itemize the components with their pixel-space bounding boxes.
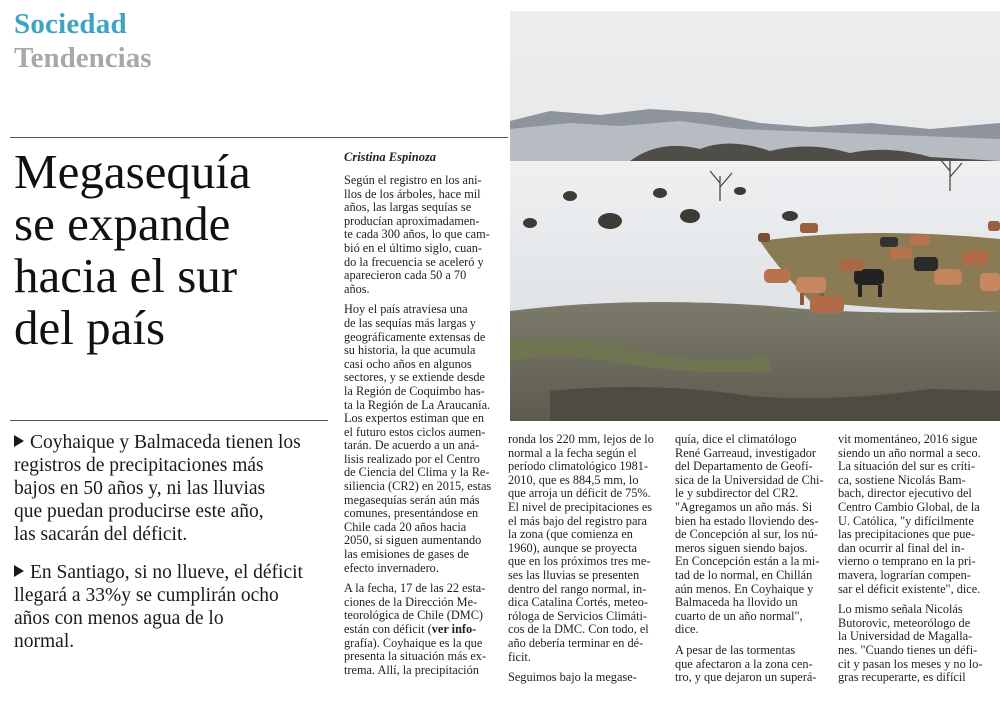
divider xyxy=(10,137,508,138)
article-line: U. Católica, "y difícilmente xyxy=(838,513,974,528)
article-line: su historia, la que acumula xyxy=(344,343,476,358)
article-line: Hoy el país atraviesa una xyxy=(344,302,468,317)
article-line: gras recuperarte, es difícil xyxy=(838,670,966,685)
article-line: están con déficit (ver info- xyxy=(344,622,477,636)
article-line: vit momentáneo, 2016 sigue xyxy=(838,432,978,446)
article-line: la Universidad de Magalla- xyxy=(838,629,973,644)
article-line: siendo un año normal a seco. xyxy=(838,445,981,460)
article-line: presenta la situación más ex- xyxy=(344,649,487,664)
article-line: Seguimos bajo la megase- xyxy=(508,670,637,685)
article-line: vierno o temprano en la pri- xyxy=(838,554,976,569)
article-line: que en los próximos tres me- xyxy=(508,554,651,569)
article-line: cos de la DMC. Con todo, el xyxy=(508,622,649,637)
article-line: dan ocurrir al final del in- xyxy=(838,540,965,555)
article-line: quía, dice el climatólogo xyxy=(675,432,797,446)
article-column-1 xyxy=(344,174,499,677)
article-column-4 xyxy=(838,433,993,685)
article-line: Balmaceda ha llovido un xyxy=(675,595,798,610)
article-line: geográficamente extensas de xyxy=(344,329,486,344)
article-line: róloga de Servicios Climáti- xyxy=(508,608,647,623)
article-line: normal a la fecha según el xyxy=(508,445,637,460)
article-line: La situación del sur es críti- xyxy=(838,459,975,474)
article-line: el más bajo del registro para xyxy=(508,513,647,528)
article-line: las precipitaciones que pue- xyxy=(838,527,975,542)
article-line: cit y pasan los meses y no lo- xyxy=(838,656,983,671)
article-line: comunes, presentándose en xyxy=(344,506,479,521)
article-line: de las sequías más largas y xyxy=(344,315,476,330)
article-line: aparecieron cada 50 a 70 xyxy=(344,268,467,283)
article-line: período climatológico 1981- xyxy=(508,459,649,474)
headline xyxy=(14,146,314,354)
article-line: mavera, lograrían compen- xyxy=(838,567,971,582)
article-line: bien ha estado lloviendo des- xyxy=(675,513,819,528)
article-line: El nivel de precipitaciones es xyxy=(508,499,653,514)
article-line: ta la Región de La Araucanía. xyxy=(344,397,491,412)
article-line: Centro Cambio Global, de la xyxy=(838,499,980,514)
article-line: siliencia (CR2) en 2015, estas xyxy=(344,479,492,494)
article-line: año debería terminar en dé- xyxy=(508,635,644,650)
article-line: 1960), aunque se proyecta xyxy=(508,540,638,555)
article-line: cuarto de un año normal", xyxy=(675,608,803,623)
article-line: tro, y que dejaron un superá- xyxy=(675,670,817,685)
article-line: dica Catalina Cortés, meteo- xyxy=(508,595,648,610)
article-line: efecto invernadero. xyxy=(344,560,439,575)
article-line: casi ocho años en algunos xyxy=(344,356,472,371)
article-line: lisis realizado por el Centro xyxy=(344,451,480,466)
article-line: la zona (que comienza en xyxy=(508,527,633,542)
article-line: ciones de la Dirección Me- xyxy=(344,594,478,609)
article-line: de Concepción al sur, los nú- xyxy=(675,527,818,542)
article-line: ca, sostiene Nicolás Bam- xyxy=(838,472,966,487)
article-line: trema. Allí, la precipitación xyxy=(344,662,479,677)
article-line: Butorovic, meteorólogo de xyxy=(838,615,971,630)
article-line: aún menos. En Coyhaique y xyxy=(675,581,814,596)
article-line: sar el déficit existente", dice. xyxy=(838,581,981,596)
article-line: dice. xyxy=(675,622,699,637)
cattle-snow-photo xyxy=(510,11,1000,421)
byline: Cristina Espinoza xyxy=(344,150,437,164)
article-line: En Concepción están a la mi- xyxy=(675,554,820,569)
article-line: do la frecuencia se aceleró y xyxy=(344,254,484,269)
article-line: Chile cada 20 años hacia xyxy=(344,519,467,534)
summary-bullet: En Santiago, si no llueve, el déficit llegará a 33%y se cumplirán ocho años con menos agua de lo normal. xyxy=(14,562,303,652)
article-line: Lo mismo señala Nicolás xyxy=(838,602,963,617)
article-line: Según el registro en los ani- xyxy=(344,173,482,187)
article-line: A pesar de las tormentas xyxy=(675,642,796,657)
article-line: 2050, si siguen aumentando xyxy=(344,533,482,548)
article-line: "Agregamos un año más. Si xyxy=(675,499,813,514)
article-line: bach, director ejecutivo del xyxy=(838,486,972,501)
article-line: megasequías serán aún más xyxy=(344,492,480,507)
summary-bullet: Coyhaique y Balmaceda tienen los registros de precipitaciones más bajos en 50 años y, ni las lluvias que puedan producirse este año, las sacarán del déficit. xyxy=(14,432,301,545)
article-line: te cada 300 años, lo que cam- xyxy=(344,227,490,242)
bullet-arrow-icon xyxy=(14,565,24,577)
article-line: ficit. xyxy=(508,649,531,664)
article-column-2 xyxy=(508,433,663,685)
article-line: la Región de Coquimbo has- xyxy=(344,383,485,398)
bullet-arrow-icon xyxy=(14,435,24,447)
article-line: teorológica de Chile (DMC) xyxy=(344,608,483,623)
article-line: tarán. De acuerdo a un aná- xyxy=(344,438,480,453)
divider xyxy=(10,420,328,421)
article-line: sectores, y se extiende desde xyxy=(344,370,486,385)
article-line: las emisiones de gases de xyxy=(344,547,469,562)
article-line: nes. "Cuando tienes un défi- xyxy=(838,642,978,657)
article-line: le y subdirector del CR2. xyxy=(675,486,799,501)
article-line: ses las lluvias se presenten xyxy=(508,567,640,582)
article-line: bió en el último siglo, cuan- xyxy=(344,240,482,255)
article-line: llos de los árboles, hace mil xyxy=(344,186,481,201)
article-line: sica de la Universidad de Chi- xyxy=(675,472,824,487)
article-line: que arroja un déficit de 75%. xyxy=(508,486,651,501)
headline-line: del país xyxy=(14,300,166,355)
article-line: Los expertos estiman que en xyxy=(344,411,485,426)
article-line: grafía). Coyhaique es la que xyxy=(344,635,483,650)
article-line: años. xyxy=(344,281,370,296)
headline-line: Megasequía xyxy=(14,144,251,199)
article-line: del Departamento de Geofí- xyxy=(675,459,813,474)
infographic-link[interactable]: ver info- xyxy=(431,622,477,636)
article-line: René Garreaud, investigador xyxy=(675,445,817,460)
article-column-3 xyxy=(675,433,830,685)
headline-line: hacia el sur xyxy=(14,248,238,303)
article-line: meros siguen siendo bajos. xyxy=(675,540,808,555)
article-line: producían aproximadamen- xyxy=(344,213,480,228)
article-line: años, las largas sequías se xyxy=(344,200,472,215)
article-line: ronda los 220 mm, lejos de lo xyxy=(508,432,654,446)
article-line: que afectaron a la zona cen- xyxy=(675,656,813,671)
article-line: de Ciencia del Clima y la Re- xyxy=(344,465,490,480)
article-line: dentro del rango normal, in- xyxy=(508,581,647,596)
headline-line: se expande xyxy=(14,196,231,251)
article-line: A la fecha, 17 de las 22 esta- xyxy=(344,581,486,596)
section-label: Sociedad xyxy=(14,8,127,40)
subsection-label: Tendencias xyxy=(14,42,152,74)
article-line: tad de lo normal, en Chillán xyxy=(675,567,813,582)
article-line: 2010, que es 884,5 mm, lo xyxy=(508,472,639,487)
article-line: el futuro estos ciclos aumen- xyxy=(344,424,486,439)
